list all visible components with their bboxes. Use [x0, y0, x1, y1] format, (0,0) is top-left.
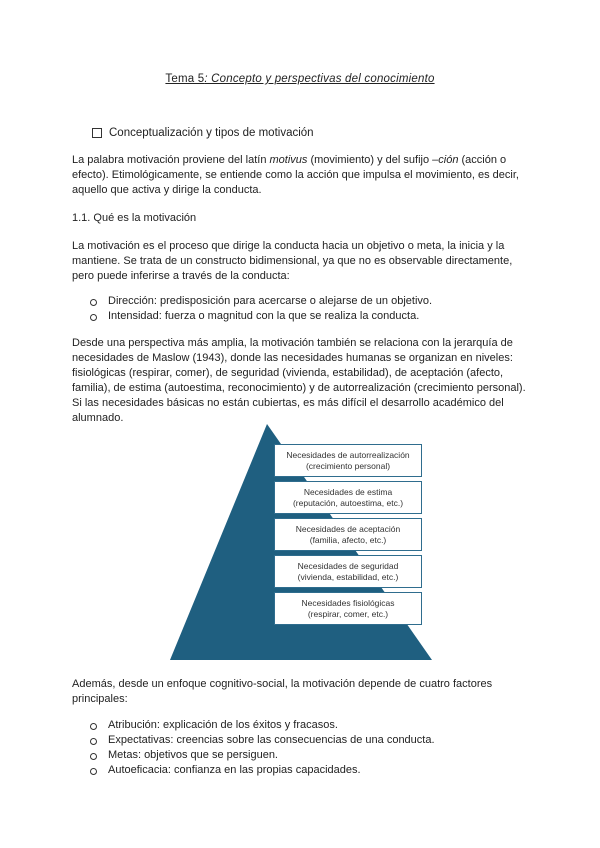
list-item: Atribución: explicación de los éxitos y fracasos. — [88, 718, 435, 733]
maslow-pyramid-diagram — [170, 424, 432, 660]
intro-text-2: (movimiento) y del sufijo — [307, 154, 433, 166]
intro-paragraph — [72, 153, 527, 198]
list-item: Metas: objetivos que se persiguen. — [88, 748, 435, 763]
level-detail: (crecimiento personal) — [305, 460, 391, 471]
level-title: Necesidades de seguridad — [297, 560, 399, 571]
level-title: Necesidades de estima — [303, 486, 393, 497]
intro-text-3: (acción o efecto). Etimológicamente, se entiende como la acción que impulsa el movimiento, es decir, aquello que activa y dirige la conducta. — [72, 154, 519, 196]
level-detail: (familia, afecto, etc.) — [309, 534, 387, 545]
level-title: Necesidades de aceptación — [295, 523, 401, 534]
pyramid-level-security — [274, 555, 422, 588]
pyramid-level-acceptance — [274, 518, 422, 551]
subheading: 1.1. Qué es la motivación — [72, 212, 197, 224]
title-lead: Tema 5 — [165, 73, 205, 85]
list-item: Expectativas: creencias sobre las consecuencias de una conducta. — [88, 733, 435, 748]
level-detail: (vivienda, estabilidad, etc.) — [297, 571, 399, 582]
intro-text-1: La palabra motivación proviene del latín — [72, 154, 270, 166]
factor-list — [88, 718, 435, 778]
checkbox-icon — [92, 128, 102, 138]
pyramid-level-esteem — [274, 481, 422, 514]
level-detail: (respirar, comer, etc.) — [307, 608, 389, 619]
section-heading-text: Conceptualización y tipos de motivación — [109, 127, 314, 139]
level-title: Necesidades de autorrealización — [286, 449, 410, 460]
intro-italic-2: –ción — [432, 154, 459, 166]
list-item: Dirección: predisposición para acercarse o alejarse de un objetivo. — [88, 294, 432, 309]
title-rest: : Concepto y perspectivas del conocimiento — [204, 73, 435, 85]
level-title: Necesidades fisiológicas — [301, 597, 395, 608]
definition-paragraph: La motivación es el proceso que dirige la conducta hacia un objetivo o meta, la inicia y la mantiene. Se trata de un constructo bidimensional, ya que no es observable directamente, pero puede inferirse a través de la conducta: — [72, 240, 513, 282]
maslow-paragraph: Desde una perspectiva más amplia, la motivación también se relaciona con la jerarquía de necesidades de Maslow (1943), donde las necesidades humanas se organizan en niveles: fisiológicas (respirar, comer), de seguridad (vivienda, estabilidad), de aceptación (afecto, familia), de estima (autoestima, reconocimiento) y de autorrealización (crecimiento personal). Si las necesidades básicas no están cubiertas, es más difícil el desarrollo académico del alumnado. — [72, 337, 526, 424]
intro-italic-1: motivus — [269, 154, 308, 166]
level-detail: (reputación, autoestima, etc.) — [292, 497, 404, 508]
list-item: Autoeficacia: confianza en las propias capacidades. — [88, 763, 435, 778]
page-title — [0, 73, 600, 85]
section-heading — [92, 127, 314, 139]
list-item: Intensidad: fuerza o magnitud con la que se realiza la conducta. — [88, 309, 432, 324]
pyramid-level-physiological — [274, 592, 422, 625]
dimension-list — [88, 294, 432, 324]
pyramid-level-self-actualization — [274, 444, 422, 477]
cognitive-paragraph: Además, desde un enfoque cognitivo-social, la motivación depende de cuatro factores principales: — [72, 678, 493, 705]
